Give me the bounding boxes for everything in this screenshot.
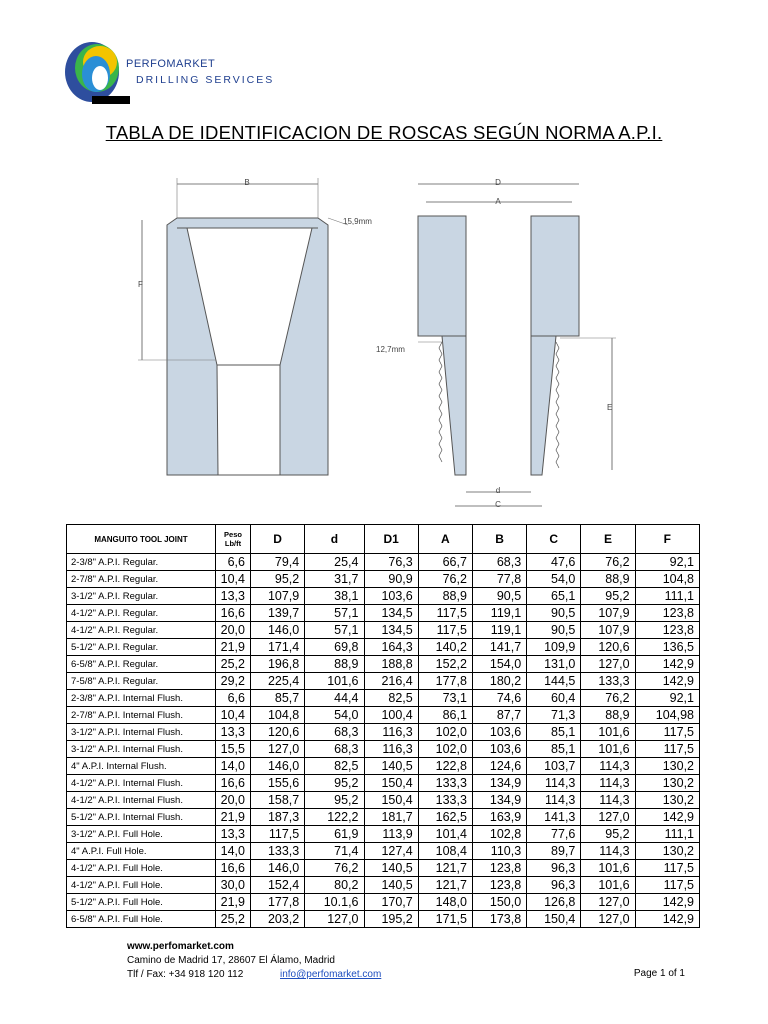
cell-value: 117,5	[635, 741, 699, 758]
table-row	[67, 639, 700, 656]
cell-value: 196,8	[251, 656, 305, 673]
cell-value: 69,8	[305, 639, 364, 656]
cell-value: 54,0	[305, 707, 364, 724]
cell-value: 171,5	[418, 911, 472, 928]
cell-value: 107,9	[581, 605, 635, 622]
cell-value: 104,8	[251, 707, 305, 724]
cell-value: 127,0	[581, 911, 635, 928]
company-name: PERFOMARKET	[126, 58, 216, 70]
cell-value: 21,9	[216, 639, 251, 656]
cell-value: 92,1	[635, 554, 699, 571]
cell-value: 20,0	[216, 622, 251, 639]
cell-tool-joint: 4-1/2" A.P.I. Internal Flush.	[67, 775, 216, 792]
cell-value: 144,5	[527, 673, 581, 690]
cell-value: 96,3	[527, 860, 581, 877]
cell-value: 134,5	[364, 605, 418, 622]
cell-value: 14,0	[216, 843, 251, 860]
table-row	[67, 554, 700, 571]
cell-value: 117,5	[635, 724, 699, 741]
cell-value: 117,5	[251, 826, 305, 843]
cell-value: 130,2	[635, 843, 699, 860]
cell-value: 163,9	[472, 809, 526, 826]
cell-value: 76,2	[305, 860, 364, 877]
cell-value: 148,0	[418, 894, 472, 911]
table-row	[67, 843, 700, 860]
cell-value: 87,7	[472, 707, 526, 724]
cell-value: 25,2	[216, 911, 251, 928]
cell-value: 90,5	[527, 622, 581, 639]
cell-value: 107,9	[581, 622, 635, 639]
cell-value: 103,6	[472, 741, 526, 758]
cell-value: 95,2	[305, 775, 364, 792]
cell-value: 16,6	[216, 605, 251, 622]
cell-tool-joint: 6-5/8" A.P.I. Regular.	[67, 656, 216, 673]
label-thickness: 15,9mm	[343, 217, 372, 226]
footer-address: Camino de Madrid 17, 28607 El Álamo, Madrid	[127, 955, 335, 966]
cell-value: 171,4	[251, 639, 305, 656]
cell-value: 177,8	[251, 894, 305, 911]
cell-value: 111,1	[635, 588, 699, 605]
cell-value: 100,4	[364, 707, 418, 724]
cell-value: 31,7	[305, 571, 364, 588]
table-row	[67, 707, 700, 724]
cell-value: 140,5	[364, 758, 418, 775]
cell-value: 187,3	[251, 809, 305, 826]
cell-value: 68,3	[305, 741, 364, 758]
cell-tool-joint: 4-1/2" A.P.I. Full Hole.	[67, 860, 216, 877]
cell-value: 44,4	[305, 690, 364, 707]
cell-value: 10,4	[216, 707, 251, 724]
table-header-row	[67, 525, 700, 554]
cell-value: 102,0	[418, 741, 472, 758]
box-connection-drawing	[138, 178, 372, 475]
col-header-A: A	[418, 525, 472, 554]
cell-value: 133,3	[581, 673, 635, 690]
cell-tool-joint: 4-1/2" A.P.I. Internal Flush.	[67, 792, 216, 809]
cell-value: 101,6	[581, 877, 635, 894]
cell-value: 90,5	[472, 588, 526, 605]
cell-value: 164,3	[364, 639, 418, 656]
cell-value: 114,3	[581, 792, 635, 809]
label-F: F	[138, 280, 143, 289]
thread-table	[66, 524, 700, 928]
cell-value: 133,3	[418, 775, 472, 792]
table-row	[67, 690, 700, 707]
table-row	[67, 724, 700, 741]
thread-drawing	[120, 170, 640, 520]
cell-value: 133,3	[251, 843, 305, 860]
cell-value: 103,6	[472, 724, 526, 741]
cell-value: 136,5	[635, 639, 699, 656]
cell-value: 134,5	[364, 622, 418, 639]
cell-value: 95,2	[251, 571, 305, 588]
cell-value: 88,9	[418, 588, 472, 605]
cell-value: 188,8	[364, 656, 418, 673]
company-tagline: DRILLING SERVICES	[136, 74, 275, 86]
cell-tool-joint: 4" A.P.I. Internal Flush.	[67, 758, 216, 775]
table-row	[67, 911, 700, 928]
cell-tool-joint: 2-3/8" A.P.I. Regular.	[67, 554, 216, 571]
cell-value: 13,3	[216, 826, 251, 843]
cell-value: 86,1	[418, 707, 472, 724]
cell-value: 122,2	[305, 809, 364, 826]
cell-value: 95,2	[305, 792, 364, 809]
cell-tool-joint: 5-1/2" A.P.I. Full Hole.	[67, 894, 216, 911]
cell-value: 15,5	[216, 741, 251, 758]
cell-value: 89,7	[527, 843, 581, 860]
cell-value: 123,8	[635, 622, 699, 639]
table-row	[67, 588, 700, 605]
cell-value: 71,4	[305, 843, 364, 860]
cell-value: 123,8	[472, 877, 526, 894]
cell-value: 90,5	[527, 605, 581, 622]
cell-value: 119,1	[472, 622, 526, 639]
cell-value: 102,8	[472, 826, 526, 843]
cell-value: 85,1	[527, 724, 581, 741]
cell-value: 130,2	[635, 758, 699, 775]
table-row	[67, 809, 700, 826]
cell-value: 155,6	[251, 775, 305, 792]
cell-value: 30,0	[216, 877, 251, 894]
page-number: Page 1 of 1	[633, 968, 685, 979]
cell-value: 38,1	[305, 588, 364, 605]
col-header-tool-joint: MANGUITO TOOL JOINT	[67, 525, 216, 554]
cell-value: 114,3	[581, 775, 635, 792]
cell-value: 88,9	[581, 571, 635, 588]
cell-value: 114,3	[527, 792, 581, 809]
cell-value: 103,7	[527, 758, 581, 775]
cell-value: 216,4	[364, 673, 418, 690]
cell-value: 150,4	[364, 792, 418, 809]
cell-value: 114,3	[581, 843, 635, 860]
cell-value: 104,8	[635, 571, 699, 588]
cell-value: 104,98	[635, 707, 699, 724]
cell-value: 101,6	[305, 673, 364, 690]
cell-tool-joint: 7-5/8" A.P.I. Regular.	[67, 673, 216, 690]
cell-value: 77,6	[527, 826, 581, 843]
cell-value: 225,4	[251, 673, 305, 690]
table-row	[67, 894, 700, 911]
cell-tool-joint: 2-7/8" A.P.I. Internal Flush.	[67, 707, 216, 724]
cell-value: 79,4	[251, 554, 305, 571]
cell-tool-joint: 6-5/8" A.P.I. Full Hole.	[67, 911, 216, 928]
cell-value: 6,6	[216, 690, 251, 707]
cell-value: 95,2	[581, 588, 635, 605]
cell-value: 150,0	[472, 894, 526, 911]
page-title: TABLA DE IDENTIFICACION DE ROSCAS SEGÚN NORMA A.P.I.	[105, 122, 663, 143]
cell-value: 96,3	[527, 877, 581, 894]
cell-value: 146,0	[251, 758, 305, 775]
cell-value: 110,3	[472, 843, 526, 860]
cell-value: 117,5	[635, 860, 699, 877]
cell-value: 95,2	[581, 826, 635, 843]
cell-value: 16,6	[216, 775, 251, 792]
cell-value: 20,0	[216, 792, 251, 809]
cell-value: 120,6	[251, 724, 305, 741]
cell-value: 119,1	[472, 605, 526, 622]
cell-value: 150,4	[527, 911, 581, 928]
cell-value: 10,4	[216, 571, 251, 588]
col-header-B: B	[472, 525, 526, 554]
cell-value: 114,3	[527, 775, 581, 792]
cell-value: 141,7	[472, 639, 526, 656]
cell-value: 88,9	[581, 707, 635, 724]
col-header-D: D	[251, 525, 305, 554]
cell-value: 14,0	[216, 758, 251, 775]
cell-value: 68,3	[472, 554, 526, 571]
cell-value: 109,9	[527, 639, 581, 656]
table-row	[67, 877, 700, 894]
cell-value: 101,6	[581, 741, 635, 758]
cell-value: 80,2	[305, 877, 364, 894]
cell-value: 54,0	[527, 571, 581, 588]
cell-value: 85,7	[251, 690, 305, 707]
cell-value: 134,9	[472, 792, 526, 809]
cell-value: 29,2	[216, 673, 251, 690]
cell-value: 21,9	[216, 809, 251, 826]
cell-value: 76,3	[364, 554, 418, 571]
col-header-d: d	[305, 525, 364, 554]
pin-connection-drawing	[376, 178, 616, 509]
cell-value: 142,9	[635, 809, 699, 826]
cell-tool-joint: 4" A.P.I. Full Hole.	[67, 843, 216, 860]
cell-value: 90,9	[364, 571, 418, 588]
table-row	[67, 826, 700, 843]
cell-value: 114,3	[581, 758, 635, 775]
cell-tool-joint: 3-1/2" A.P.I. Internal Flush.	[67, 724, 216, 741]
col-header-D1: D1	[364, 525, 418, 554]
cell-value: 123,8	[472, 860, 526, 877]
cell-value: 13,3	[216, 588, 251, 605]
footer	[127, 940, 382, 982]
cell-tool-joint: 5-1/2" A.P.I. Internal Flush.	[67, 809, 216, 826]
table-row	[67, 622, 700, 639]
cell-value: 180,2	[472, 673, 526, 690]
cell-value: 47,6	[527, 554, 581, 571]
table-body	[67, 554, 700, 928]
cell-value: 101,6	[581, 724, 635, 741]
cell-value: 65,1	[527, 588, 581, 605]
cell-value: 16,6	[216, 860, 251, 877]
cell-value: 152,4	[251, 877, 305, 894]
label-B: B	[244, 178, 250, 187]
cell-value: 127,4	[364, 843, 418, 860]
cell-value: 6,6	[216, 554, 251, 571]
cell-value: 77,8	[472, 571, 526, 588]
cell-value: 127,0	[251, 741, 305, 758]
cell-value: 140,5	[364, 860, 418, 877]
table-row	[67, 605, 700, 622]
cell-value: 152,2	[418, 656, 472, 673]
cell-tool-joint: 3-1/2" A.P.I. Internal Flush.	[67, 741, 216, 758]
cell-value: 124,6	[472, 758, 526, 775]
cell-value: 158,7	[251, 792, 305, 809]
table-row	[67, 775, 700, 792]
brand-name	[126, 58, 275, 86]
label-step: 12,7mm	[376, 345, 405, 354]
label-D: D	[495, 178, 501, 187]
cell-value: 76,2	[418, 571, 472, 588]
cell-value: 25,2	[216, 656, 251, 673]
footer-email-link[interactable]: info@perfomarket.com	[280, 969, 382, 980]
cell-value: 154,0	[472, 656, 526, 673]
cell-value: 101,4	[418, 826, 472, 843]
cell-tool-joint: 4-1/2" A.P.I. Regular.	[67, 622, 216, 639]
company-logo	[60, 38, 130, 106]
table-row	[67, 792, 700, 809]
col-header-C: C	[527, 525, 581, 554]
cell-value: 121,7	[418, 877, 472, 894]
cell-tool-joint: 5-1/2" A.P.I. Regular.	[67, 639, 216, 656]
cell-value: 60,4	[527, 690, 581, 707]
cell-value: 142,9	[635, 673, 699, 690]
footer-website: www.perfomarket.com	[127, 941, 234, 952]
label-d: d	[495, 486, 501, 495]
cell-value: 162,5	[418, 809, 472, 826]
cell-value: 57,1	[305, 622, 364, 639]
cell-value: 21,9	[216, 894, 251, 911]
footer-phone: Tlf / Fax: +34 918 120 112	[127, 969, 244, 980]
cell-value: 130,2	[635, 792, 699, 809]
cell-value: 121,7	[418, 860, 472, 877]
label-A: A	[495, 197, 501, 206]
col-header-peso: Peso Lb/ft	[216, 525, 251, 554]
label-C: C	[495, 500, 501, 509]
cell-value: 139,7	[251, 605, 305, 622]
cell-value: 142,9	[635, 911, 699, 928]
cell-value: 57,1	[305, 605, 364, 622]
cell-value: 146,0	[251, 622, 305, 639]
cell-value: 140,2	[418, 639, 472, 656]
col-header-E: E	[581, 525, 635, 554]
cell-value: 127,0	[581, 809, 635, 826]
cell-value: 101,6	[581, 860, 635, 877]
cell-value: 195,2	[364, 911, 418, 928]
cell-value: 10.1,6	[305, 894, 364, 911]
table-row	[67, 860, 700, 877]
cell-value: 122,8	[418, 758, 472, 775]
cell-value: 82,5	[305, 758, 364, 775]
cell-value: 73,1	[418, 690, 472, 707]
table-row	[67, 758, 700, 775]
cell-value: 181,7	[364, 809, 418, 826]
cell-value: 141,3	[527, 809, 581, 826]
cell-value: 88,9	[305, 656, 364, 673]
cell-value: 127,0	[581, 656, 635, 673]
cell-value: 102,0	[418, 724, 472, 741]
cell-value: 25,4	[305, 554, 364, 571]
col-header-F: F	[635, 525, 699, 554]
cell-value: 71,3	[527, 707, 581, 724]
label-E: E	[607, 403, 613, 412]
cell-value: 142,9	[635, 656, 699, 673]
cell-value: 107,9	[251, 588, 305, 605]
cell-value: 116,3	[364, 741, 418, 758]
cell-value: 123,8	[635, 605, 699, 622]
cell-value: 116,3	[364, 724, 418, 741]
table-row	[67, 571, 700, 588]
cell-tool-joint: 4-1/2" A.P.I. Regular.	[67, 605, 216, 622]
cell-value: 126,8	[527, 894, 581, 911]
table-row	[67, 673, 700, 690]
cell-value: 146,0	[251, 860, 305, 877]
cell-value: 134,9	[472, 775, 526, 792]
table-row	[67, 741, 700, 758]
cell-tool-joint: 2-3/8" A.P.I. Internal Flush.	[67, 690, 216, 707]
cell-value: 117,5	[418, 622, 472, 639]
cell-value: 85,1	[527, 741, 581, 758]
cell-tool-joint: 2-7/8" A.P.I. Regular.	[67, 571, 216, 588]
cell-value: 76,2	[581, 554, 635, 571]
cell-value: 117,5	[418, 605, 472, 622]
cell-value: 68,3	[305, 724, 364, 741]
cell-value: 170,7	[364, 894, 418, 911]
cell-value: 113,9	[364, 826, 418, 843]
cell-value: 140,5	[364, 877, 418, 894]
cell-value: 117,5	[635, 877, 699, 894]
cell-value: 127,0	[581, 894, 635, 911]
cell-value: 133,3	[418, 792, 472, 809]
cell-value: 111,1	[635, 826, 699, 843]
cell-value: 173,8	[472, 911, 526, 928]
cell-value: 92,1	[635, 690, 699, 707]
cell-value: 150,4	[364, 775, 418, 792]
cell-value: 127,0	[305, 911, 364, 928]
cell-value: 203,2	[251, 911, 305, 928]
cell-value: 130,2	[635, 775, 699, 792]
cell-value: 13,3	[216, 724, 251, 741]
cell-tool-joint: 4-1/2" A.P.I. Full Hole.	[67, 877, 216, 894]
cell-value: 61,9	[305, 826, 364, 843]
cell-value: 108,4	[418, 843, 472, 860]
cell-value: 177,8	[418, 673, 472, 690]
cell-value: 131,0	[527, 656, 581, 673]
cell-value: 66,7	[418, 554, 472, 571]
cell-tool-joint: 3-1/2" A.P.I. Regular.	[67, 588, 216, 605]
cell-value: 76,2	[581, 690, 635, 707]
cell-value: 103,6	[364, 588, 418, 605]
table-row	[67, 656, 700, 673]
cell-tool-joint: 3-1/2" A.P.I. Full Hole.	[67, 826, 216, 843]
cell-value: 82,5	[364, 690, 418, 707]
cell-value: 120,6	[581, 639, 635, 656]
cell-value: 74,6	[472, 690, 526, 707]
cell-value: 142,9	[635, 894, 699, 911]
